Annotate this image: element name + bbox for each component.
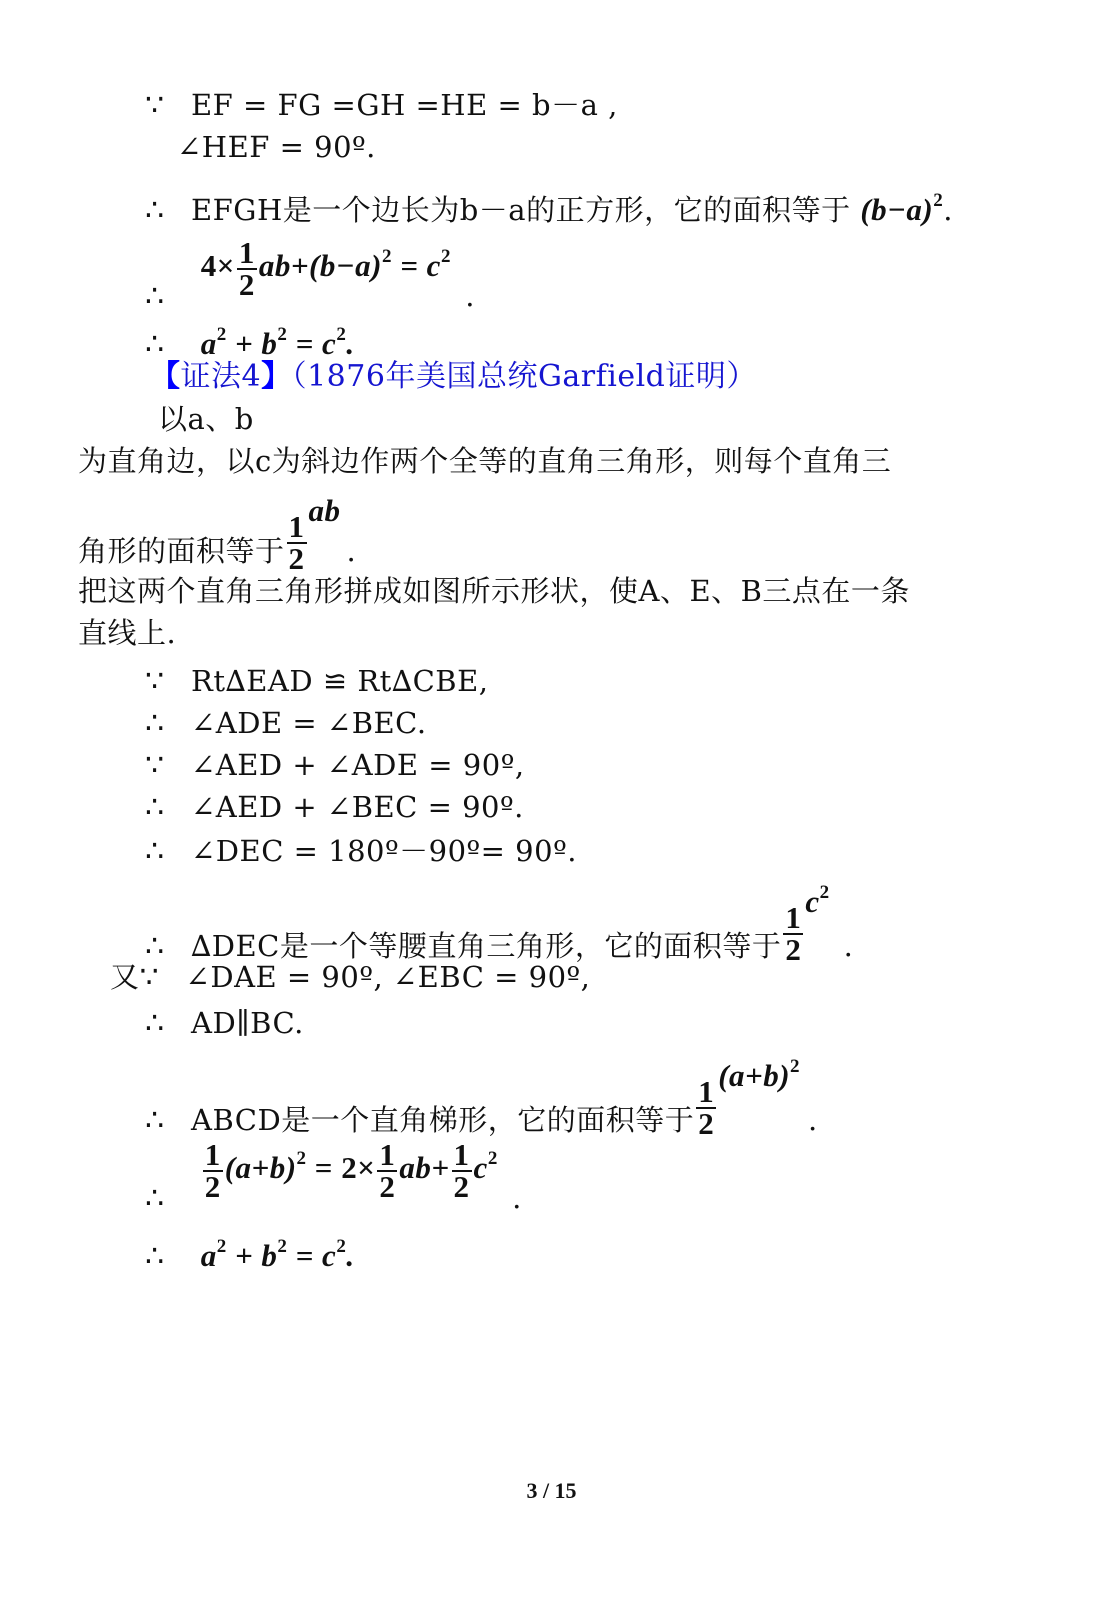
statement-text: ∠DEC = 180º－90º= 90º.: [191, 834, 577, 868]
bracket-close: 】: [261, 359, 292, 394]
therefore-symbol: ∴: [145, 193, 165, 228]
statement-text: ∠AED + ∠BEC = 90º.: [191, 790, 524, 824]
coefficient: 4×: [200, 248, 235, 284]
paragraph-text: 角形的面积等于: [78, 534, 285, 568]
proof-line-sides-equal: [145, 88, 618, 123]
therefore-symbol: ∴: [145, 834, 165, 869]
fraction-half: [696, 1074, 716, 1141]
exponent: 2: [216, 324, 227, 345]
fraction-half: [287, 509, 307, 576]
math-expression: c: [805, 884, 820, 919]
exponent: 2: [382, 246, 392, 268]
because-symbol: ∵: [145, 748, 165, 783]
math-term: a: [200, 326, 217, 361]
fraction-half: [203, 1137, 223, 1204]
math-term: a: [200, 1238, 217, 1273]
exponent: 2: [296, 1148, 307, 1170]
exponent: 2: [819, 882, 830, 903]
period: .: [943, 193, 953, 227]
statement-text: Rt∆EAD ≌ Rt∆CBE,: [191, 664, 489, 698]
therefore-symbol: ∴: [145, 1103, 165, 1138]
proof-step: [145, 748, 525, 783]
proof-step: [110, 960, 590, 995]
statement-text: ∠ADE = ∠BEC.: [191, 706, 427, 740]
period: .: [843, 929, 854, 963]
math-expression: (a+b): [718, 1058, 791, 1093]
math-term: ab+: [399, 1150, 450, 1186]
statement-text: EF = FG =GH =HE = b－a ,: [191, 88, 618, 122]
statement-text: AD∥BC.: [191, 1006, 304, 1040]
paragraph-line-area: [78, 494, 356, 574]
proof-step-conclusion: [145, 1230, 355, 1274]
statement-text: ∆DEC是一个等腰直角三角形，它的面积等于: [191, 929, 782, 963]
fraction-half: [783, 900, 803, 967]
because-symbol: ∵: [145, 664, 165, 699]
exponent: 2: [277, 324, 288, 345]
numerator: 1: [698, 1074, 715, 1109]
exponent: 2: [277, 1236, 288, 1257]
therefore-symbol: ∴: [145, 1006, 165, 1041]
statement-text: EFGH是一个边长为b－a的正方形，它的面积等于: [191, 193, 851, 227]
period: .: [346, 534, 357, 568]
exponent: 2: [336, 1236, 347, 1257]
proof-step-trapezoid: [145, 1050, 818, 1141]
math-term: = c: [287, 1238, 337, 1273]
numerator: 1: [453, 1137, 470, 1172]
proof-step: [145, 664, 488, 699]
math-term: + b: [226, 326, 278, 361]
exponent: 2: [440, 246, 451, 268]
statement-text: ∠AED + ∠ADE = 90º,: [191, 748, 525, 782]
denominator: 2: [785, 932, 802, 967]
fraction-half: [452, 1137, 472, 1204]
paragraph-line: [78, 574, 910, 608]
paragraph-text: 为直角边，以c为斜边作两个全等的直角三角形，则每个直角三: [78, 444, 892, 478]
heading-label: 证法4: [180, 359, 262, 394]
therefore-symbol: ∴: [145, 929, 165, 964]
math-term: (a+b): [224, 1150, 297, 1186]
fraction-half: [237, 235, 257, 302]
proof-step: [145, 1006, 304, 1041]
paragraph-text: 直线上.: [78, 616, 177, 650]
math-term: = 2×: [306, 1150, 376, 1186]
therefore-symbol: ∴: [145, 1239, 165, 1274]
proof-line-square: [145, 184, 953, 228]
page-number: 3 / 15: [526, 1478, 577, 1503]
proof-line-pythagoras: [145, 318, 355, 362]
numerator: 1: [785, 900, 802, 935]
also-symbol: 又: [110, 960, 140, 994]
period: .: [808, 1103, 818, 1137]
denominator: 2: [379, 1169, 396, 1204]
paragraph-line: [78, 616, 176, 650]
bracket-open: 【: [150, 359, 181, 394]
exponent: 2: [933, 190, 944, 211]
paragraph-text: 把这两个直角三角形拼成如图所示形状，使A、E、B三点在一条: [78, 574, 910, 608]
exponent: 2: [216, 1236, 227, 1257]
heading-note: （1876年美国总统Garfield证明）: [291, 359, 757, 394]
numerator: 1: [204, 1137, 221, 1172]
period: .: [512, 1181, 522, 1216]
exponent: 2: [487, 1148, 498, 1170]
therefore-symbol: ∴: [145, 1181, 165, 1217]
equation: [201, 326, 355, 361]
math-term: = c: [392, 248, 441, 284]
period: .: [346, 326, 355, 361]
statement-text: ABCD是一个直角梯形，它的面积等于: [191, 1103, 695, 1137]
numerator: 1: [288, 509, 305, 544]
denominator: 2: [288, 541, 305, 576]
proof-step: [145, 790, 524, 825]
proof-step: [145, 834, 577, 869]
proof-step: [145, 706, 427, 741]
therefore-symbol: ∴: [145, 790, 165, 825]
fraction-half: [377, 1137, 397, 1204]
denominator: 2: [698, 1106, 715, 1141]
numerator: 1: [238, 235, 255, 270]
proof-line-angle-hef: [177, 130, 376, 164]
numerator: 1: [379, 1137, 396, 1172]
paragraph-line: [78, 444, 891, 478]
proof-step-area-equation: [145, 1137, 522, 1217]
because-symbol: ∵: [139, 960, 160, 995]
denominator: 2: [238, 267, 255, 302]
math-term: = c: [287, 326, 337, 361]
math-expression: ab: [308, 493, 341, 528]
because-symbol: ∵: [145, 88, 165, 123]
equation: [200, 235, 459, 302]
denominator: 2: [204, 1169, 221, 1204]
period: .: [346, 1238, 355, 1273]
math-term: c: [473, 1150, 488, 1186]
statement-text: ∠HEF = 90º.: [177, 130, 376, 164]
statement-text: ∠DAE = 90º, ∠EBC = 90º,: [185, 960, 591, 994]
proof-line-area-equation: [145, 235, 475, 315]
therefore-symbol: ∴: [145, 327, 165, 362]
therefore-symbol: ∴: [145, 279, 165, 315]
denominator: 2: [453, 1169, 470, 1204]
math-term: + b: [226, 1238, 278, 1273]
proof-step-isosceles: [145, 876, 854, 967]
exponent: 2: [336, 324, 347, 345]
period: .: [465, 279, 475, 314]
equation: [201, 1137, 506, 1204]
paragraph-line: [158, 402, 254, 436]
paragraph-text: 以a、b: [158, 402, 254, 436]
math-expression: (b−a): [860, 192, 934, 227]
section-heading: [150, 360, 757, 394]
therefore-symbol: ∴: [145, 706, 165, 741]
equation: [201, 1238, 355, 1273]
math-term: ab+(b−a): [258, 248, 382, 284]
exponent: 2: [790, 1056, 801, 1077]
